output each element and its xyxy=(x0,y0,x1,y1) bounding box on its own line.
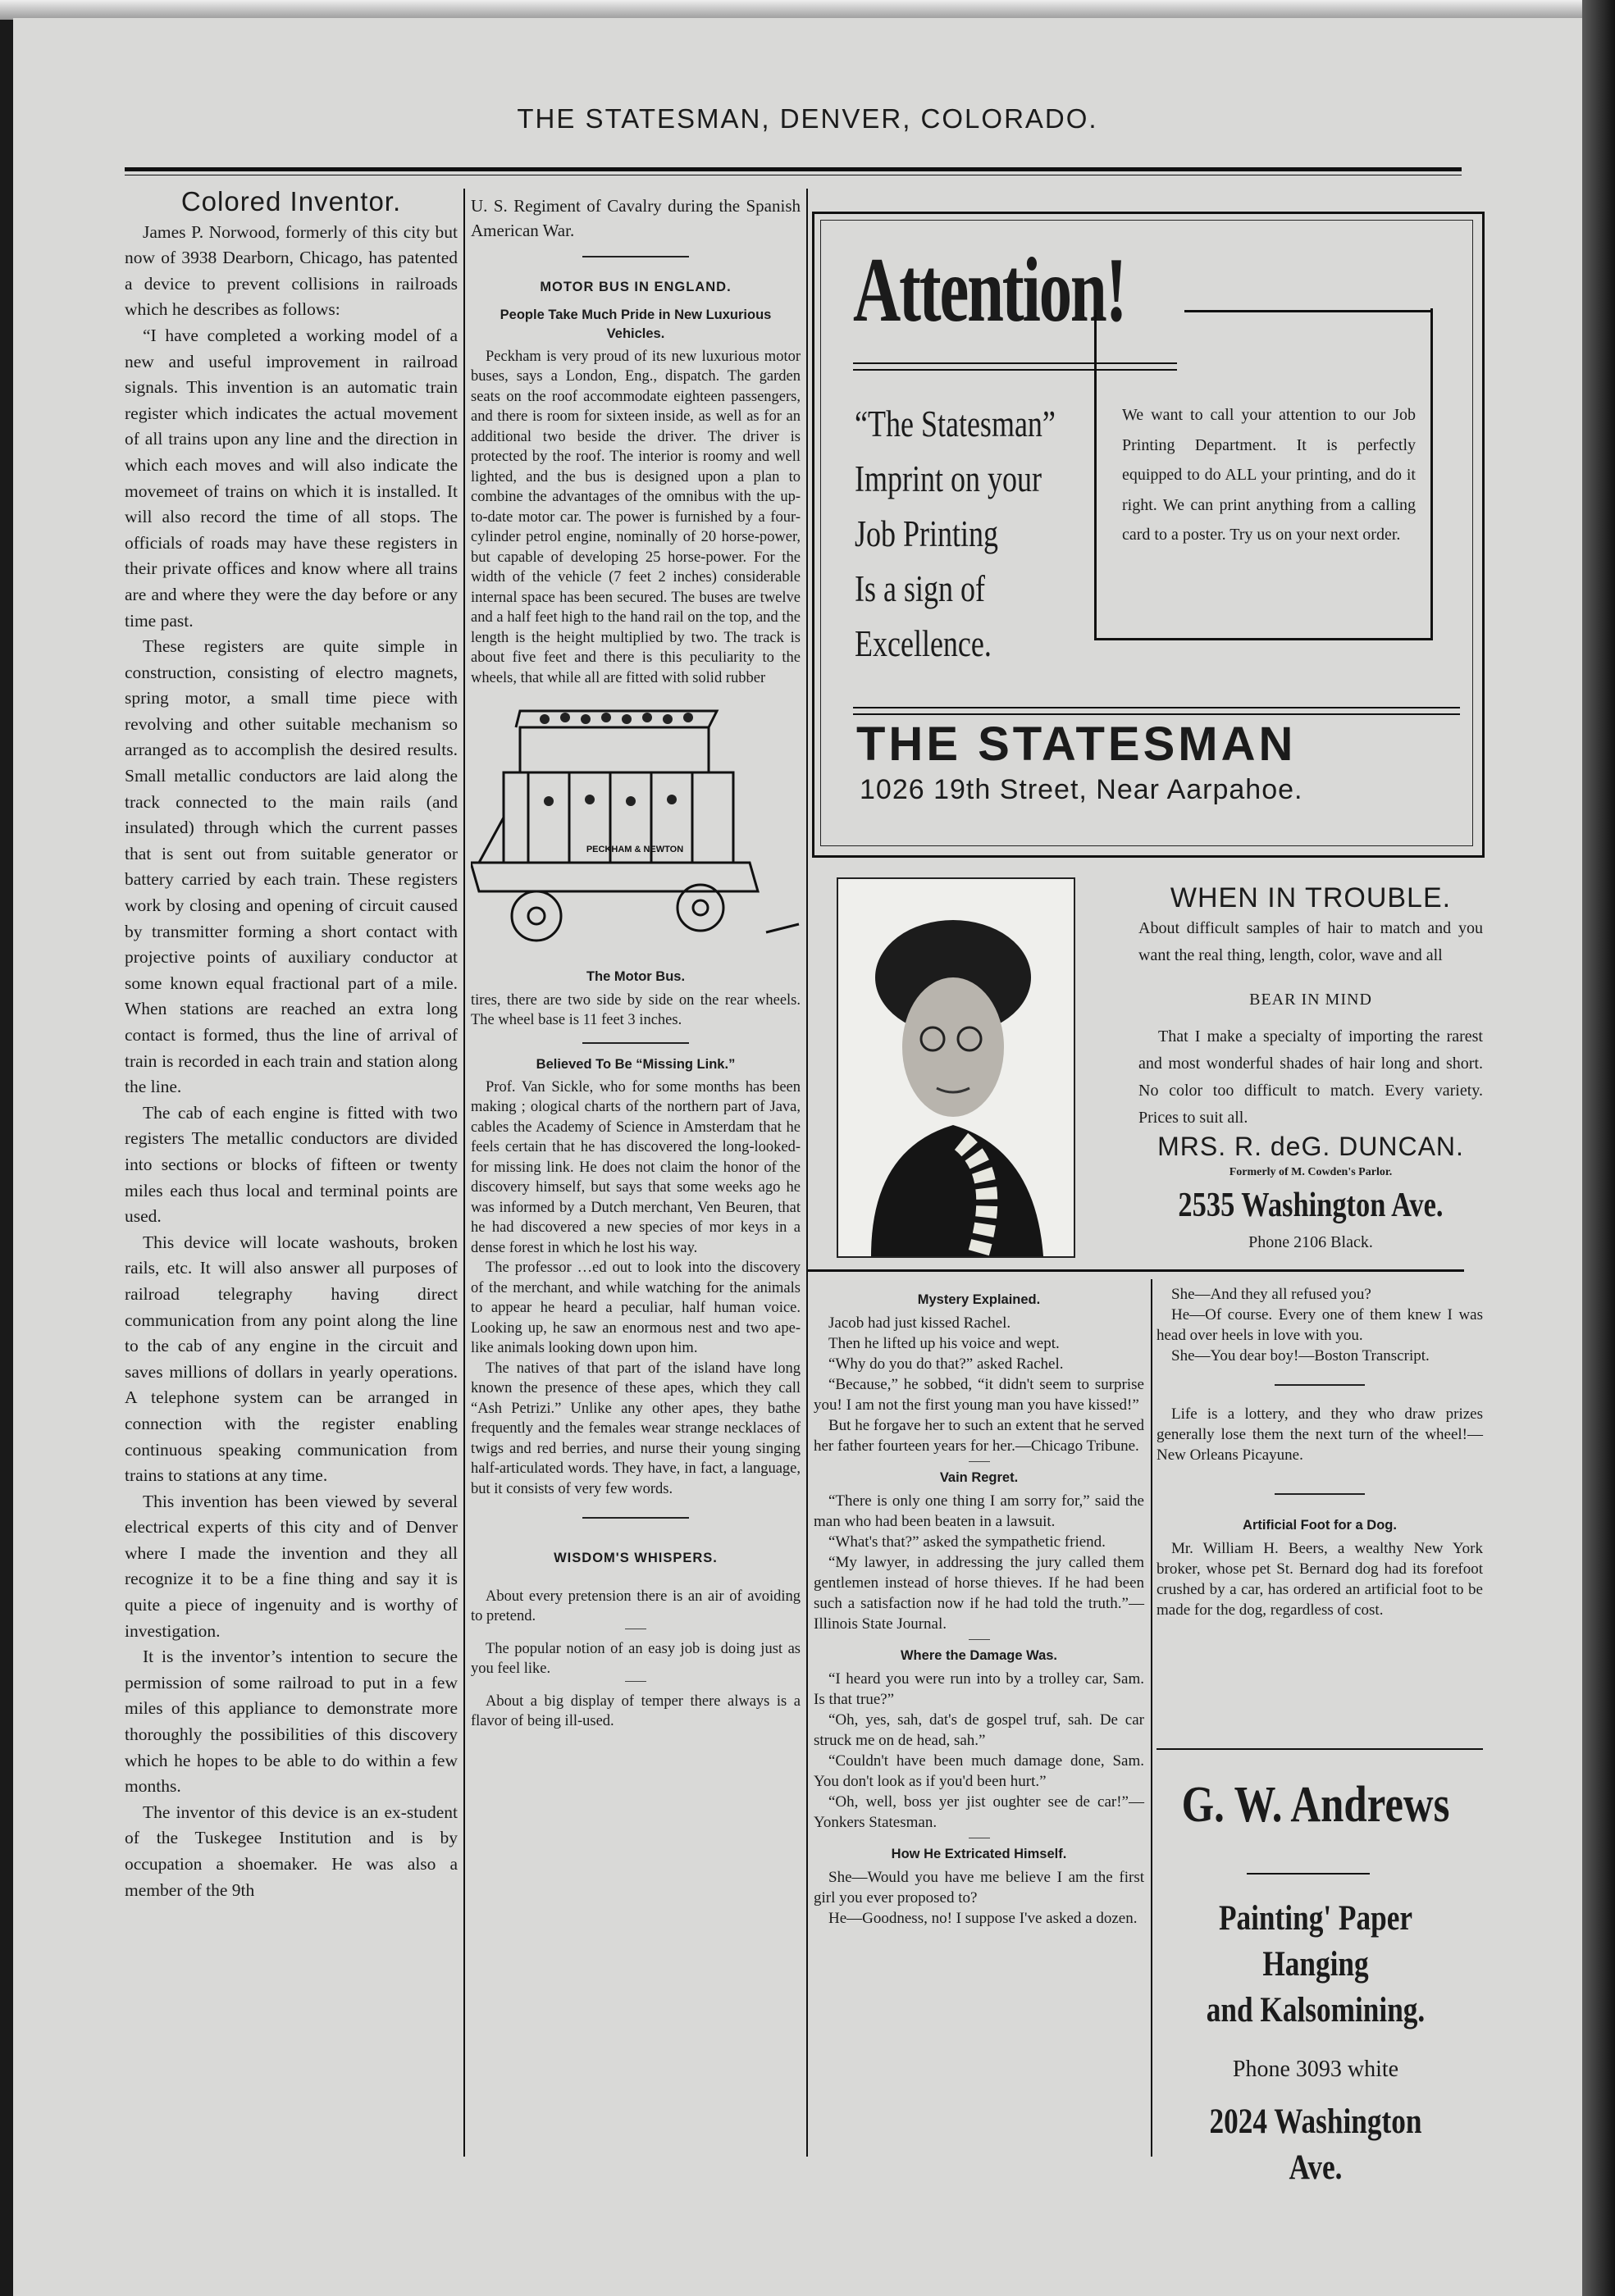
paragraph: He—Of course. Every one of them knew I was head over heels in love with you. xyxy=(1157,1306,1483,1344)
masthead-rule xyxy=(125,167,1462,171)
column-rule-1 xyxy=(463,189,465,2157)
paragraph: “There is only one thing I am sorry for,” said the man who had been beaten in a lawsuit. xyxy=(814,1492,1144,1530)
scan-top-edge xyxy=(0,0,1615,20)
article-title: Colored Inventor. xyxy=(180,186,402,216)
ad-andrews-address: 2024 Washington Ave. xyxy=(1209,2102,1422,2187)
continuation-text: U. S. Regiment of Cavalry during the Spanish American War. xyxy=(471,196,801,240)
portrait-photo xyxy=(837,877,1075,1258)
ad-statesman-name: THE STATESMAN xyxy=(856,718,1297,771)
paragraph: It is the inventor’s intention to secure the permission of some railroad to put in a few miles of this appliance to demonstrate more thoroughly the possibilities of this discovery which he hopes to be able to do within a few months. xyxy=(125,1647,458,1797)
paragraph: She—You dear boy!—Boston Transcript. xyxy=(1171,1347,1430,1364)
paragraph: “What's that?” asked the sympathetic friend. xyxy=(828,1533,1106,1551)
paragraph: Prof. Van Sickle, who for some months has been making ; ological charts of the northern part of Java, cables the Academy of Science in Amsterdam that he feels certain that he has discovered the long-looked-for missing link. He does not claim the honor of the discovery himself, but says that some weeks ago he was informed by a Dutch merchant, Ven Beuren, that he had discovered a new species of mor keys in a dense forest in which he lost his way. xyxy=(471,1078,801,1256)
paragraph: This invention has been viewed by several electrical experts of this city and of Denver where I made the invention and they all recognize it to be a fine thing and say it is quite a piece of ingenuity and is worthy of investigation. xyxy=(125,1491,458,1641)
divider xyxy=(969,1639,990,1640)
ad-andrews-services: Painting' Paper Hanging and Kalsomining. xyxy=(1206,1899,1426,2029)
andrews-divider xyxy=(1247,1873,1370,1875)
paragraph: James P. Norwood, formerly of this city but now of 3938 Dearborn, Chicago, has patented a device to prevent collisions in railroads which he describes as follows: xyxy=(125,221,458,320)
article-title: Believed To Be “Missing Link.” xyxy=(536,1056,736,1072)
paragraph: The inventor of this device is an ex-student of the Tuskegee Institution and is by occupation a shoemaker. He was also a member of the 9th xyxy=(125,1802,458,1900)
paragraph: tires, there are two side by side on the rear wheels. The wheel base is 11 feet 3 inches. xyxy=(471,991,801,1028)
paragraph: Life is a lottery, and they who draw prizes generally lose them the next turn of the wheel!—New Orleans Picayune. xyxy=(1157,1405,1483,1464)
ad-headline: Attention! xyxy=(853,239,1126,341)
ad-duncan-phone: Phone 2106 Black. xyxy=(1248,1233,1373,1251)
paragraph: She—And they all refused you? xyxy=(1171,1286,1371,1303)
article-deck: People Take Much Pride in New Luxurious Vehicles. xyxy=(500,307,772,341)
paragraph: This device will locate washouts, broken rails, etc. It will also answer all purposes of railroad telegraphy having direct communication from any point along the line to the cab of any engine in the circuit and saves millions of dollars in yearly operations. A telephone system can be arranged in connection with the register enabling continuous speaking communication from trains to stations at any time. xyxy=(125,1232,458,1486)
ad-duncan-text-2: That I make a specialty of importing the rarest and most wonderful shades of hair long and short. No color too difficult to match. Every variety. Prices to suit all. xyxy=(1138,1027,1483,1127)
divider xyxy=(582,1042,689,1044)
article-title: Vain Regret. xyxy=(939,1470,1019,1485)
andrews-top-rule xyxy=(1157,1748,1483,1750)
divider xyxy=(1275,1493,1365,1495)
article-title: WISDOM'S WHISPERS. xyxy=(554,1551,718,1565)
paragraph: Then he lifted up his voice and wept. xyxy=(828,1335,1060,1352)
ad-andrews-name-wrap xyxy=(1152,1776,1480,1834)
paragraph: “Couldn't have been much damage done, Sam. You don't look as if you'd been hurt.” xyxy=(814,1752,1144,1790)
motor-bus-illustration xyxy=(471,695,801,965)
paragraph: “Because,” he sobbed, “it didn't seem to surprise you! I am not the first young man you have kissed!” xyxy=(814,1376,1144,1414)
scan-right-edge xyxy=(1582,0,1615,2296)
article-title: Artificial Foot for a Dog. xyxy=(1243,1518,1397,1533)
paragraph: The popular notion of an easy job is doing just as you feel like. xyxy=(471,1640,801,1677)
ad-duncan-title: WHEN IN TROUBLE. xyxy=(1170,882,1452,913)
ad-inner-box-right xyxy=(1430,308,1433,640)
paragraph: Peckham is very proud of its new luxurious motor buses, says a London, Eng., dispatch. The garden seats on the roof accommodate eighteen passengers, and there is room for sixteen inside, as well as for an additional two beside the driver. The driver is protected by the roof. The interior is roomy and well lighted, and the bus is designed upon a plan to combine the advantages of the omnibus with the up-to-date motor car. The power is furnished by a four-cylinder petrol engine, nominally of 20 horse-power, but capable of developing 25 horse-power. For the width of the vehicle (7 feet 2 inches) considerable internal space has been secured. The buses are twelve and a half feet high to the hand rail on the top, and the length is the height multiplied by two. The track is about five feet and there is this peculiarity to the wheels, that while all are fitted with solid rubber xyxy=(471,348,801,686)
paragraph: Mr. William H. Beers, a wealthy New York broker, whose pet St. Bernard dog had its forefoot crushed by a car, has ordered an artificial foot to be made for the dog, regardless of cost. xyxy=(1157,1540,1483,1619)
ad-duncan-address: 2535 Washington Ave. xyxy=(1178,1187,1444,1224)
ad-body-text: We want to call your attention to our Job Printing Department. It is perfectly equipped to do ALL your printing, and do it right. We can print anything from a calling card to a poster. Try us on your next order. xyxy=(1122,406,1416,544)
paragraph: The professor …ed out to look into the discovery of the merchant, and while watching for the animals to appear he heard a peculiar, half human voice. Looking up, he saw an enormous nest and two ape-like animals looking down upon him. xyxy=(471,1260,801,1356)
ad-duncan-bear: BEAR IN MIND xyxy=(1249,991,1372,1009)
ad-duncan-formerly: Formerly of M. Cowden's Parlor. xyxy=(1229,1166,1393,1178)
paragraph: “I heard you were run into by a trolley car, Sam. Is that true?” xyxy=(814,1670,1144,1708)
masthead: THE STATESMAN, DENVER, COLORADO. xyxy=(517,103,1098,134)
ad-bottom-rule xyxy=(808,1269,1464,1272)
ad-andrews-phone: Phone 3093 white xyxy=(1232,2057,1399,2082)
paragraph: “I have completed a working model of a new and useful improvement in railroad signals. This invention is an automatic train register which indicates the actual movement of all trains upon any line and the direction in which each moves and will also indicate the movemeet of trains on which it is installed. It will also record the time of all stops. The officials of roads may have these registers in their private offices and know where all trains are and where they were the day before or any time past. xyxy=(125,325,458,631)
column-3 xyxy=(814,1291,1144,1929)
paragraph: “Why do you do that?” asked Rachel. xyxy=(828,1355,1064,1373)
paragraph: About a big display of temper there always is a flavor of being ill-used. xyxy=(471,1692,801,1729)
divider xyxy=(1275,1384,1365,1386)
column-4 xyxy=(1157,1284,1483,1620)
bus-sign-text: PECKHAM & NEWTON xyxy=(586,845,684,854)
paragraph: These registers are quite simple in construction, consisting of electro magnets, spring motor, a small time piece with revolving and other suitable mechanism so arranged as to accomplish the desired results. Small metallic conductors are laid along the track connected to the main rails (and insulated) through which the current passes that is sent out from suitable generator or battery carried by each train. These registers work by closing and opening of circuit caused by transmitter forming a short contact with projective points of auxiliary conductor at some known equal fractional part of a mile. When stations are reached an extra long contact is formed, thus the line of arrival of train is recorded in each train and station along the line. xyxy=(125,636,458,1097)
divider xyxy=(969,1461,990,1462)
paragraph: The natives of that part of the island have long known the presence of these apes, which they call “Ash Petrizi.” Unlike any other apes, they bathe frequently and the females wear strange necklaces of twigs and red berries, and nurse their young singing half-articulated words. They have, in fact, a language, but it consists of very few words. xyxy=(471,1360,801,1497)
divider xyxy=(625,1681,646,1682)
statesman-rule xyxy=(853,707,1460,708)
ad-imprint-text: “The Statesman” Imprint on your Job Printing Is a sign of Excellence. xyxy=(855,403,1056,664)
paragraph: The cab of each engine is fitted with two registers The metallic conductors are divided into sections or blocks of fifteen or twenty miles each thus local and terminal points are used. xyxy=(125,1102,458,1227)
ad-andrews-address-wrap xyxy=(1152,2099,1480,2191)
paragraph: “Oh, yes, sah, dat's de gospel truf, sah. De car struck me on de head, sah.” xyxy=(814,1711,1144,1749)
ad-duncan-name: MRS. R. deG. DUNCAN. xyxy=(1157,1132,1464,1161)
article-title: Mystery Explained. xyxy=(917,1292,1041,1307)
ad-duncan-text: About difficult samples of hair to match and you want the real thing, length, color, wave and all xyxy=(1138,919,1483,964)
paragraph: “My lawyer, in addressing the jury called them gentlemen instead of horse thieves. If he had been such a satisfaction now if he had told the truth.”—Illinois State Journal. xyxy=(814,1554,1144,1633)
article-colored-inventor xyxy=(125,186,458,1903)
image-caption: The Motor Bus. xyxy=(586,969,686,984)
paragraph: About every pretension there is an air of avoiding to pretend. xyxy=(471,1588,801,1624)
paragraph: But he forgave her to such an extent that he served her father fourteen years for her.—Chicago Tribune. xyxy=(814,1417,1144,1455)
article-title: Where the Damage Was. xyxy=(900,1648,1058,1663)
paragraph: Jacob had just kissed Rachel. xyxy=(828,1314,1011,1332)
paragraph: He—Goodness, no! I suppose I've asked a dozen. xyxy=(828,1910,1138,1927)
statesman-rule-2 xyxy=(853,713,1460,715)
paragraph: She—Would you have me believe I am the first girl you ever proposed to? xyxy=(814,1869,1144,1906)
paragraph: “Oh, well, boss yer jist oughter see de car!”—Yonkers Statesman. xyxy=(814,1793,1144,1831)
article-title: How He Extricated Himself. xyxy=(891,1847,1067,1861)
column-2 xyxy=(471,194,801,1732)
ad-statesman-address: 1026 19th Street, Near Aarpahoe. xyxy=(860,774,1303,805)
ad-andrews-name: G. W. Andrews xyxy=(1181,1777,1450,1833)
divider xyxy=(582,256,689,257)
column-rule-2 xyxy=(806,189,808,2157)
divider xyxy=(582,1517,689,1519)
article-title: MOTOR BUS IN ENGLAND. xyxy=(540,280,732,294)
